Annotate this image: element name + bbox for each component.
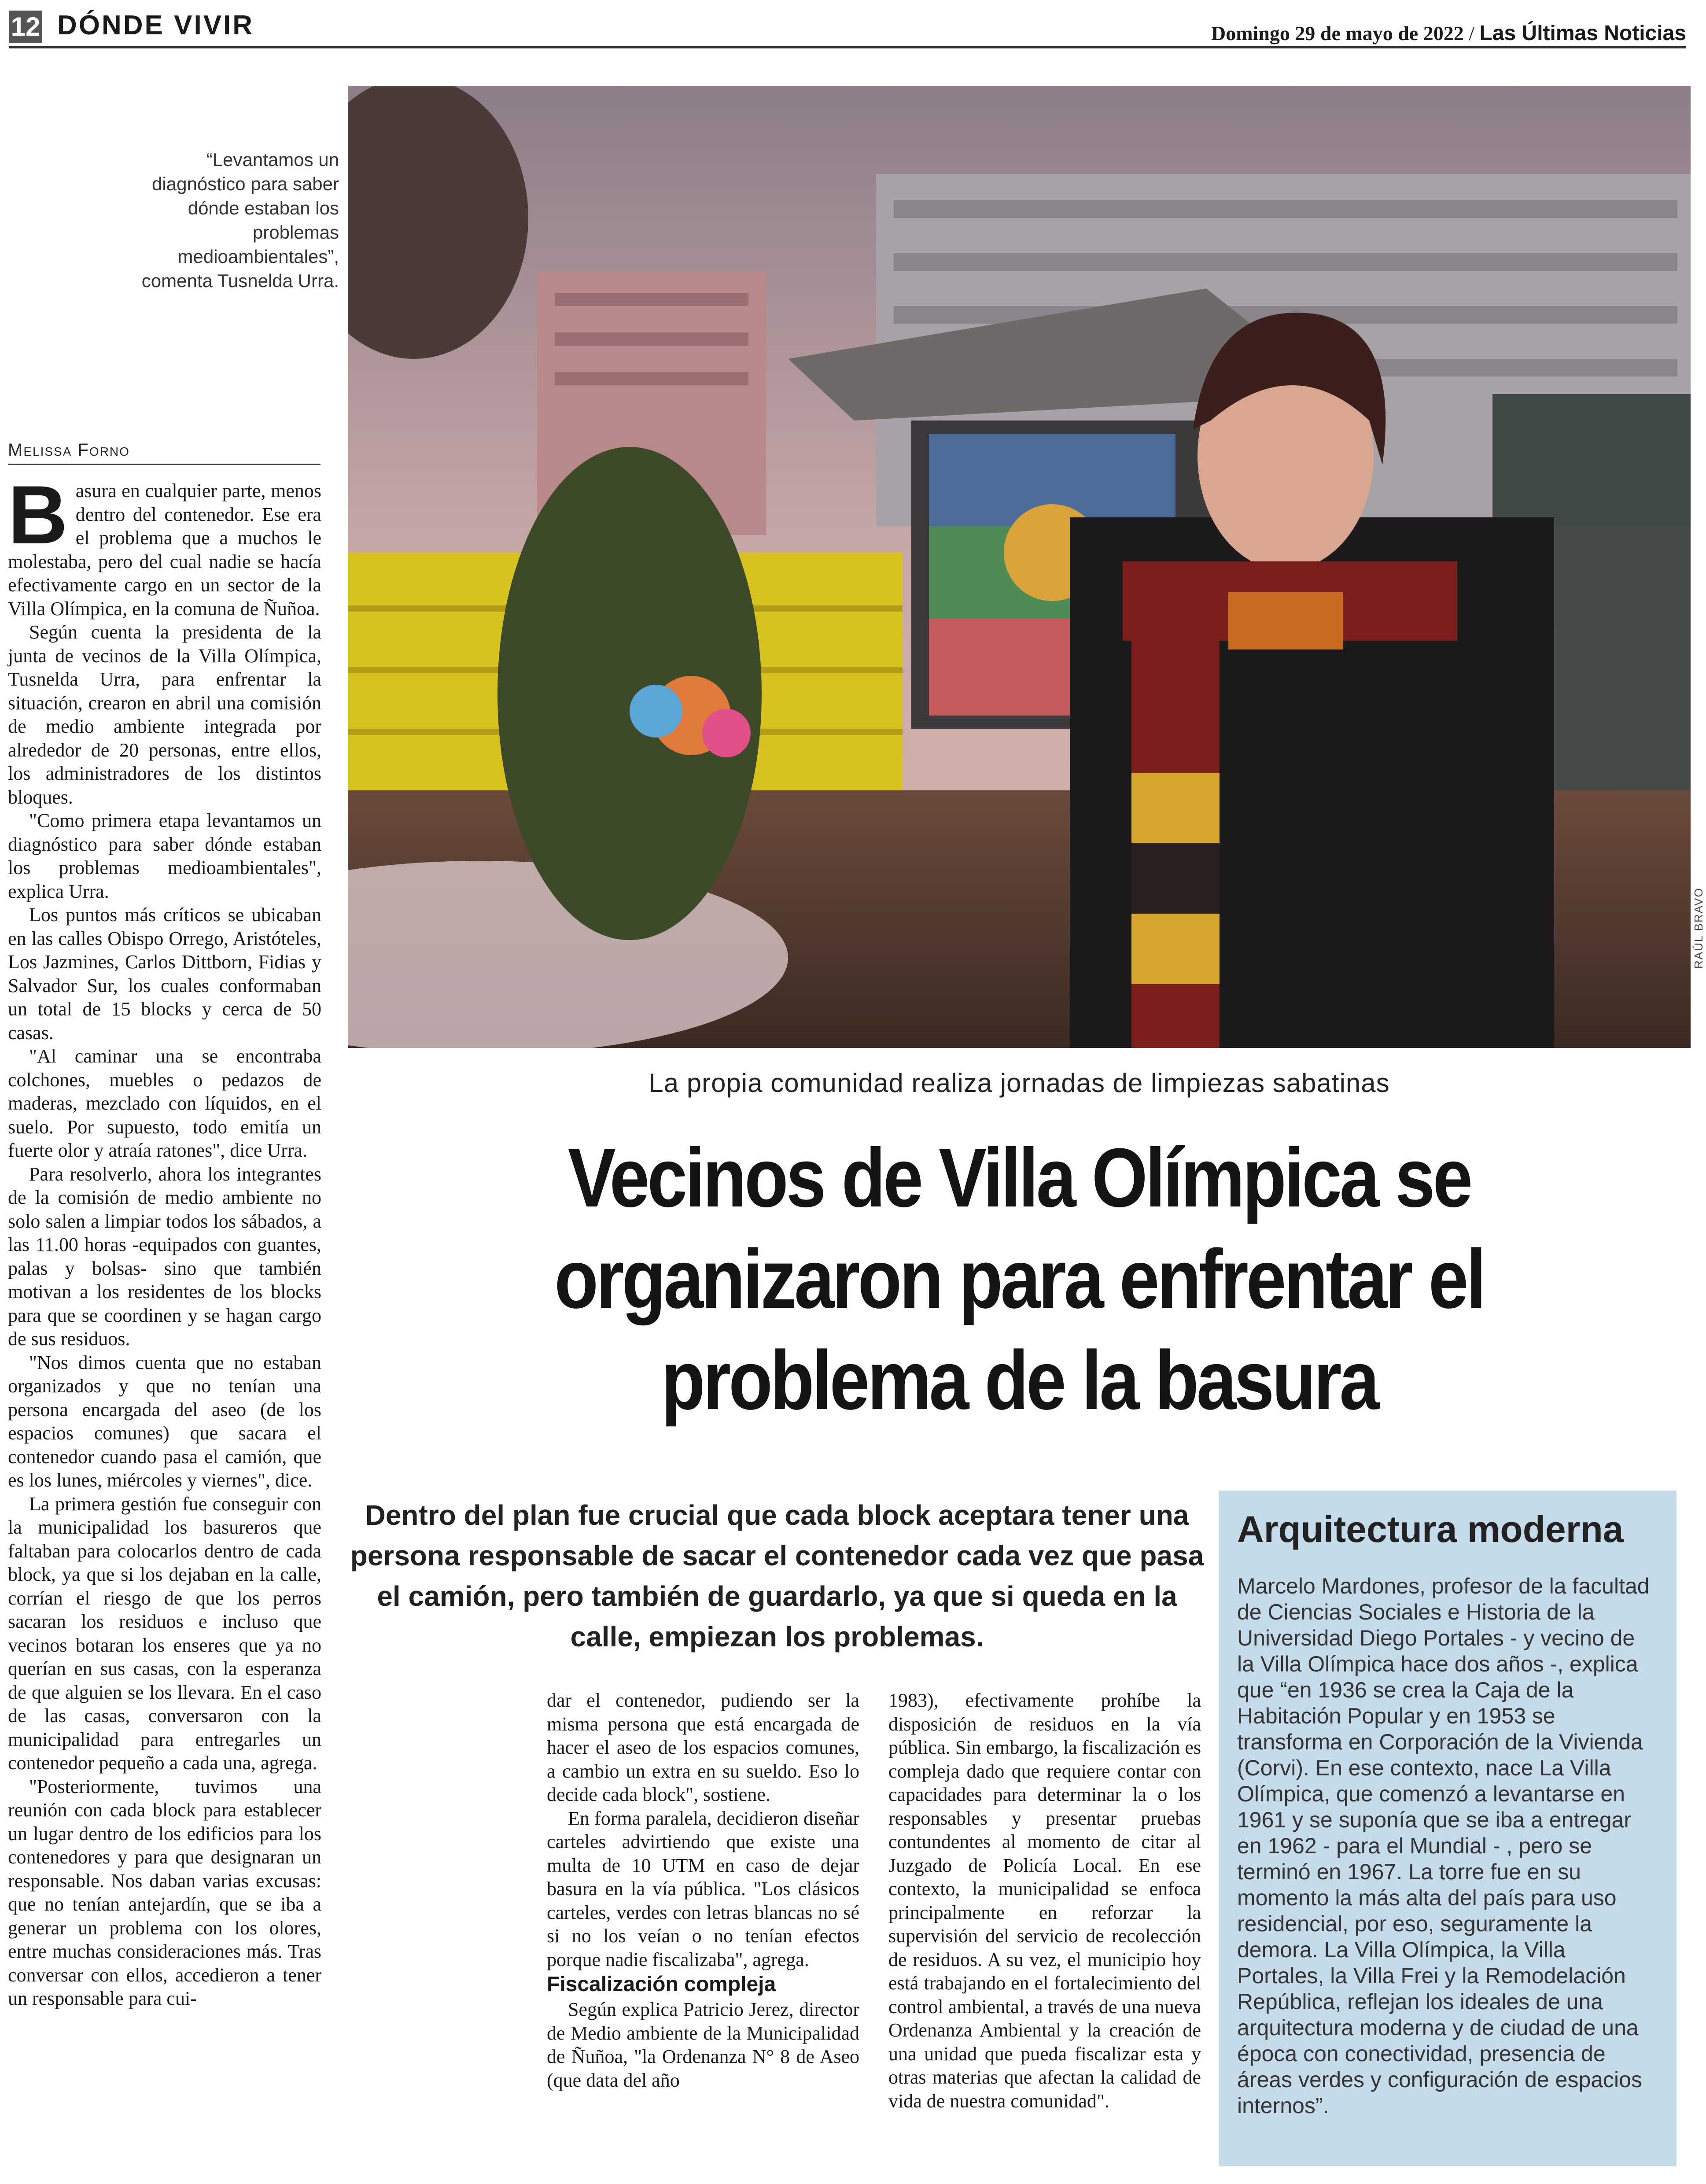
article-paragraph-text: asura en cualquier parte, menos dentro del contenedor. Ese era el problema que a muchos le molestaba, pero del cual nadie se hacía efectivamente cargo en un sector de la Villa Olímpica, en la comuna de Ñuñoa. — [8, 480, 321, 620]
subhead: Fiscalización compleja — [547, 1973, 776, 1996]
dateline-separator: / — [1463, 22, 1480, 44]
article-paragraph: "Nos dimos cuenta que no estaban organizados y que no tenían una persona encargada del aseo (de los espacios comunes) que sacara el contenedor cuando pasa el camión, que es los lunes, miércoles y viernes", dice. — [8, 1351, 321, 1491]
headline-line: organizaron para enfrentar el — [554, 1232, 1484, 1326]
article-paragraph: "Como primera etapa levantamos un diagnóstico para saber dónde estaban los problemas medioambientales", explica Urra. — [8, 810, 321, 902]
author-byline: Melissa Forno — [8, 440, 321, 465]
article-paragraph — [8, 469, 321, 620]
header-dateline — [1211, 21, 1686, 45]
article-column-2 — [547, 1689, 859, 2092]
page-number: 12 — [9, 11, 42, 43]
page-header — [9, 9, 1686, 48]
sidebar-box — [1219, 1490, 1677, 2166]
sidebar-body: Marcelo Mardones, profesor de la facultad de Ciencias Sociales e Historia de la Universidad Diego Portales - y vecino de la Villa Olímpica hace dos años -, explica que “en 1936 se crea la Caja de la Habitación Popular y en 1953 se transforma en Corporación de la Vivienda (Corvi). En ese contexto, nace La Villa Olímpica, que comenzó a levantarse en 1961 y se suponía que se iba a entregar en 1962 - para el Mundial - , pero se terminó en 1967. La torre fue en su momento la más alta del país para uso residencial, por eso, seguramente la demora. La Villa Olímpica, la Villa Portales, la Villa Frei y la Remodelación República, reflejan los ideales de una arquitectura moderna y de ciudad de una época con conectividad, presencia de áreas verdes y configuración de espacios internos”. — [1237, 1574, 1650, 2118]
headline — [442, 1127, 1597, 1431]
lede: Dentro del plan fue crucial que cada block aceptara tener una persona responsable de sacar el contenedor cada vez que pasa el camión, pero también de guardarlo, ya que si queda en la calle, empiezan los problemas. — [350, 1499, 1204, 1653]
photo-credit: RAÚL BRAVO — [1692, 887, 1705, 969]
article-paragraph: dar el contenedor, pudiendo ser la misma persona que está encargada de hacer el aseo de los espacios comunes, a cambio un extra en su sueldo. Eso lo decide cada block", sostiene. — [547, 1690, 859, 1805]
drop-cap: B — [8, 469, 68, 561]
issue-date: Domingo 29 de mayo de 2022 — [1211, 22, 1464, 44]
article-paragraph: La primera gestión fue conseguir con la municipalidad los basureros que faltaban para colocarlos dentro de cada block, ya que si los dejaban en la calle, corrían el riesgo de que los perros sacaran los residuos e incluso que vecinos botaran los enseres que ya no querían en sus casas, con la esperanza de que alguien se los llevara. En el caso de las casas, conversaron con la municipalidad para entregarles un contenedor pequeño a cada una, agrega. — [8, 1493, 321, 1774]
article-column-3 — [888, 1689, 1201, 2113]
sidebar-title: Arquitectura moderna — [1237, 1509, 1624, 1550]
article-paragraph: "Posteriormente, tuvimos una reunión con cada block para establecer un lugar dentro de los edificios para los contenedores y para que designaran un responsable. Nos daban varias excusas: que no tenían antejardín, que se iba a generar un problema con los olores, entre muchas consideraciones más. Tras conversar con ellos, accedieron a tener un responsable para cui- — [8, 1775, 321, 2009]
article-paragraph: Para resolverlo, ahora los integrantes de la comisión de medio ambiente no solo salen a limpiar todos los sábados, a las 11.00 horas -equipados con guantes, palas y bolsas- sino que también motivan a los residentes de los blocks para que se coordinen y se hagan cargo de sus residuos. — [8, 1163, 321, 1350]
newspaper-name: Las Últimas Noticias — [1479, 22, 1686, 45]
kicker: La propia comunidad realiza jornadas de limpiezas sabatinas — [649, 1068, 1390, 1098]
article-paragraph: En forma paralela, decidieron diseñar carteles advirtiendo que existe una multa de 10 UTM en caso de dejar basura en la vía pública. "Los clásicos carteles, verdes con letras blancas no sé si no los veían o no tenían efectos porque nadie fiscalizaba", agrega. — [547, 1807, 859, 1970]
main-photo — [348, 86, 1691, 1048]
article-paragraph: Los puntos más críticos se ubicaban en las calles Obispo Orrego, Aristóteles, Los Jazmines, Carlos Dittborn, Fidias y Salvador Sur, los cuales conformaban un total de 15 blocks y cerca de 50 casas. — [8, 904, 321, 1044]
article-paragraph: 1983), efectivamente prohíbe la disposición de residuos en la vía pública. Sin embargo, la fiscalización es compleja dado que requiere contar con capacidades para determinar la o los responsables y presentar pruebas contundentes al momento de citar al Juzgado de Policía Local. En ese contexto, la municipalidad se enfoca principalmente en reforzar la supervisión del servicio de recolección de residuos. A su vez, el municipio hoy está trabajando en el fortalecimiento del control ambiental, a través de una nueva Ordenanza Ambiental y la creación de una unidad que pueda fiscalizar esta y otras materias que afectan la calidad de vida de nuestra comunidad". — [888, 1690, 1201, 2112]
headline-line: problema de la basura — [661, 1334, 1378, 1427]
article-paragraph: "Al caminar una se encontraba colchones, muebles o pedazos de maderas, mezclado con líquidos, en el suelo. Por supuesto, todo emitía un fuerte olor y atraía ratones", dice Urra. — [8, 1045, 321, 1161]
section-title: DÓNDE VIVIR — [57, 10, 254, 41]
article-paragraph: Según cuenta la presidenta de la junta de vecinos de la Villa Olímpica, Tusnelda Urra, para enfrentar la situación, crearon en abril una comisión de medio ambiente integrada por alrededor de 20 personas, entre ellos, los administradores de los distintos bloques. — [8, 621, 321, 808]
article-column-1 — [8, 469, 321, 2011]
article-paragraph: Según explica Patricio Jerez, director de Medio ambiente de la Municipalidad de Ñuñoa, "la Ordenanza N° 8 de Aseo (que data del año — [547, 1999, 859, 2091]
headline-line: Vecinos de Villa Olímpica se — [567, 1131, 1471, 1225]
pull-quote: “Levantamos un diagnóstico para saber dónde estaban los problemas medioambientales”, comenta Tusnelda Urra. — [141, 149, 339, 291]
